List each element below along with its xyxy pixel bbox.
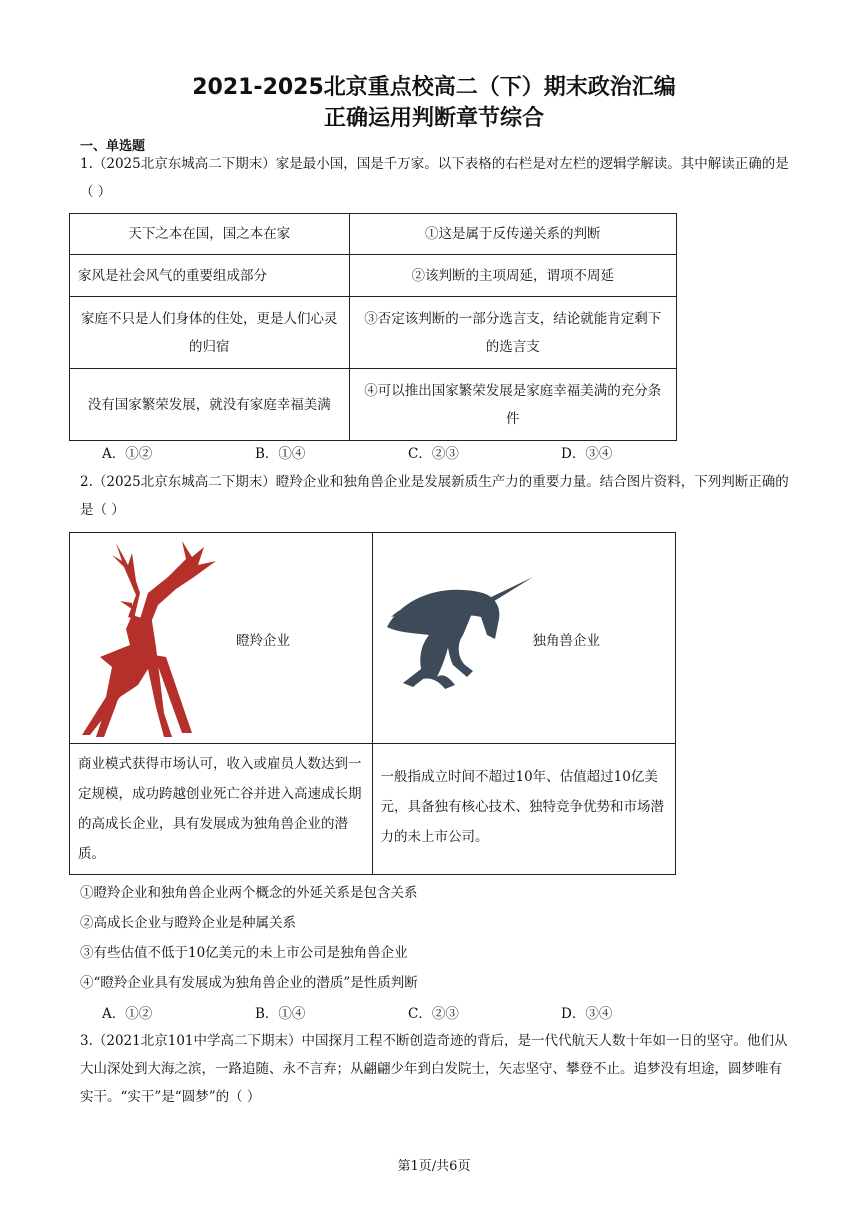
option-a[interactable]: A．①② [102,446,153,462]
gazelle-cell [70,533,373,744]
table-cell: 没有国家繁荣发展，就没有家庭幸福美满 [70,369,350,441]
statement-item: ②高成长企业与瞪羚企业是种属关系 [80,915,296,931]
table-cell: ④可以推出国家繁荣发展是家庭幸福美满的充分条件 [349,369,676,441]
q2-options [102,1002,714,1022]
page-footer: 第1页/共6页 [397,1159,471,1174]
statement-item: ④“瞪羚企业具有发展成为独角兽企业的潜质”是性质判断 [80,975,418,991]
q2-table [69,532,676,875]
q3-stem: 3.（2021北京101中学高二下期末）中国探月工程不断创造奇迹的背后，是一代代航天人数十年如一日的坚守。他们从大山深处到大海之滨，一路追随、永不言弃；从翩翩少年到白发院士，矢志坚守、攀登不止。追梦没有坦途，圆梦唯有实干。“实干”是“圆梦”的（ ） [80,1033,788,1105]
table-cell: 天下之本在国，国之本在家 [70,214,350,255]
gazelle-label: 瞪羚企业 [236,633,290,649]
page-subtitle: 正确运用判断章节综合 [323,106,544,131]
unicorn-cell [372,533,676,744]
table-row [70,297,677,369]
option-c[interactable]: C．②③ [408,1006,459,1022]
table-cell: ②该判断的主项周延，谓项不周延 [349,255,676,297]
section-heading: 一、单选题 [80,139,146,154]
table-row [70,255,677,297]
q2-stem: 2.（2025北京东城高二下期末）瞪羚企业和独角兽企业是发展新质生产力的重要力量。结合图片资料，下列判断正确的是（ ） [80,474,789,518]
option-b[interactable]: B．①④ [255,446,306,462]
table-cell: 家风是社会风气的重要组成部分 [70,255,350,297]
unicorn-label: 独角兽企业 [532,633,600,649]
table-row [70,369,677,441]
table-row [70,533,676,744]
table-cell: 家庭不只是人们身体的住处，更是人们心灵的归宿 [70,297,350,369]
statement-item: ①瞪羚企业和独角兽企业两个概念的外延关系是包含关系 [80,885,418,901]
table-cell: ①这是属于反传递关系的判断 [349,214,676,255]
option-d[interactable]: D．③④ [561,446,613,462]
gazelle-description: 商业模式获得市场认可，收入或雇员人数达到一定规模，成功跨越创业死亡谷并进入高速成长期的高成长企业，具有发展成为独角兽企业的潜质。 [70,744,373,875]
table-cell: ③否定该判断的一部分选言支，结论就能肯定剩下的选言支 [349,297,676,369]
unicorn-description: 一般指成立时间不超过10年、估值超过10亿美元，具备独有核心技术、独特竞争优势和市场潜力的未上市公司。 [372,744,676,875]
gazelle-logo-icon [76,537,236,737]
q1-stem: 1.（2025北京东城高二下期末）家是最小国，国是千万家。以下表格的右栏是对左栏的逻辑学解读。其中解读正确的是（ ） [80,156,789,200]
q1-options [102,442,714,462]
option-b[interactable]: B．①④ [255,1006,306,1022]
table-row [70,214,677,255]
option-d[interactable]: D．③④ [561,1006,613,1022]
page-title: 2021-2025北京重点校高二（下）期末政治汇编 [192,75,676,100]
option-c[interactable]: C．②③ [408,446,459,462]
table-row [70,744,676,875]
option-a[interactable]: A．①② [102,1006,153,1022]
statement-item: ③有些估值不低于10亿美元的未上市公司是独角兽企业 [80,945,408,961]
q1-table [69,213,677,441]
unicorn-logo-icon [383,573,533,693]
